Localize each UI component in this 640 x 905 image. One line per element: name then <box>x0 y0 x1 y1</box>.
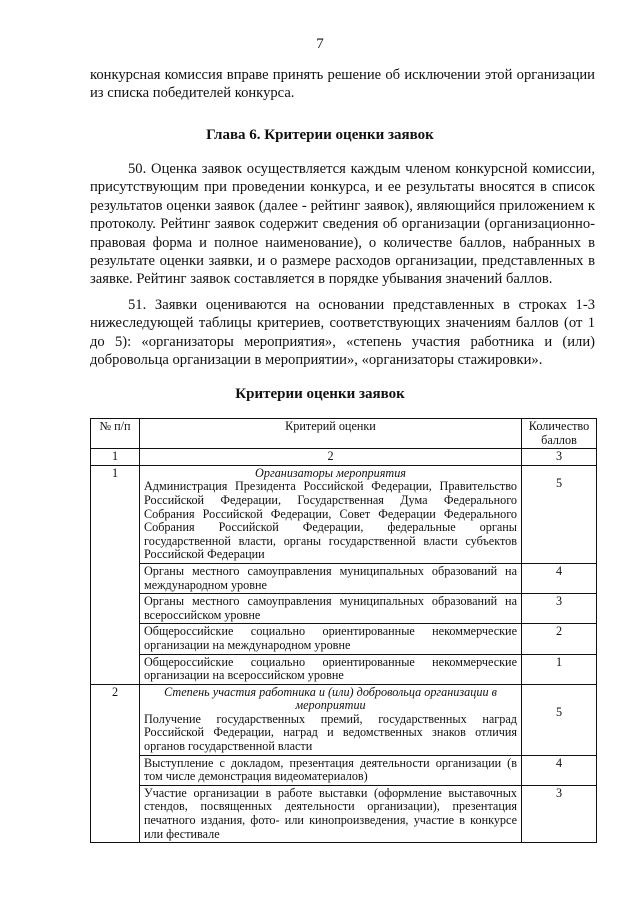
criterion-cell <box>140 684 522 755</box>
score-value: 2 <box>522 624 597 654</box>
group-1-num: 1 <box>91 465 140 684</box>
table-row <box>91 594 597 624</box>
column-number-row <box>91 449 597 466</box>
table-row <box>91 465 597 563</box>
table-row <box>91 755 597 785</box>
col-number-2: 2 <box>140 449 522 466</box>
group-2-title: Степень участия работника и (или) добровольца организации в мероприятии <box>164 684 497 713</box>
header-criterion: Критерий оценки <box>140 419 522 449</box>
table-title: Критерии оценки заявок <box>235 386 405 402</box>
score-value: 4 <box>522 563 597 593</box>
table-row <box>91 624 597 654</box>
criterion-text: Общероссийские социально ориентированные некоммерческие организации на международном уровне <box>140 624 522 654</box>
page-number: 7 <box>316 36 324 52</box>
score-value: 1 <box>522 654 597 684</box>
table-row <box>91 654 597 684</box>
criteria-table <box>90 418 597 843</box>
col-number-3: 3 <box>522 449 597 466</box>
table-row <box>91 785 597 842</box>
criterion-text: Органы местного самоуправления муниципальных образований на международном уровне <box>140 563 522 593</box>
score-value: 5 <box>555 704 563 719</box>
score-cell <box>522 684 597 755</box>
table-header-row <box>91 419 597 449</box>
group-2-num: 2 <box>91 684 140 843</box>
criterion-text: Органы местного самоуправления муниципальных образований на всероссийском уровне <box>140 594 522 624</box>
header-num: № п/п <box>91 419 140 449</box>
criterion-text: Общероссийские социально ориентированные некоммерческие организации на всероссийском уровне <box>140 654 522 684</box>
chapter-title: Глава 6. Критерии оценки заявок <box>206 127 434 143</box>
group-1-title: Организаторы мероприятия <box>255 465 406 480</box>
criterion-text: Администрация Президента Российской Федерации, Правительство Российской Федерации, Государственная Дума Федерального Собрания Российской Федерации, Совет Федерации Федерального Собрания Российской Федерации, федеральные органы государственной власти, органы государственной власти субъектов Российской Федерации <box>144 479 517 562</box>
paragraph-50: 50. Оценка заявок осуществляется каждым членом конкурсной комиссии, присутствующим при проведении конкурса, и ее результаты вносятся в список результатов оценки заявок (далее - рейтинг заявок), являющийся приложением к протоколу. Рейтинг заявок содержит сведения об организации (организационно-правовая форма и полное наименование), о количестве баллов, набранных в результате оценки заявки, и о размере расходов организации, представленных в заявке. Рейтинг заявок составляется в порядке убывания значений баллов. <box>90 161 595 288</box>
paragraph-51: 51. Заявки оцениваются на основании представленных в строках 1-3 нижеследующей таблицы критериев, соответствующих значениям баллов (от 1 до 5): «организаторы мероприятия», «степень участия работника и (или) добровольца организации в мероприятии», «организаторы стажировки». <box>90 297 595 369</box>
criterion-cell <box>140 465 522 563</box>
table-row <box>91 563 597 593</box>
score-value: 5 <box>555 475 563 490</box>
criterion-text: Получение государственных премий, государственных наград Российской Федерации, наград и ведомственных знаков отличия органов государственной власти <box>144 711 517 754</box>
score-cell <box>522 465 597 563</box>
header-score: Количество баллов <box>522 419 597 449</box>
col-number-1: 1 <box>91 449 140 466</box>
criterion-text: Выступление с докладом, презентация деятельности организации (в том числе демонстрация видеоматериалов) <box>140 755 522 785</box>
score-value: 3 <box>522 594 597 624</box>
score-value: 3 <box>522 785 597 842</box>
criterion-text: Участие организации в работе выставки (оформление выставочных стендов, посвященных деятельности организации), презентация печатного издания, фото- или кинопроизведения, участие в конкурсе или фестивале <box>140 785 522 842</box>
score-value: 4 <box>522 755 597 785</box>
intro-paragraph: конкурсная комиссия вправе принять решение об исключении этой организации из списка победителей конкурса. <box>90 67 595 102</box>
table-row <box>91 684 597 755</box>
